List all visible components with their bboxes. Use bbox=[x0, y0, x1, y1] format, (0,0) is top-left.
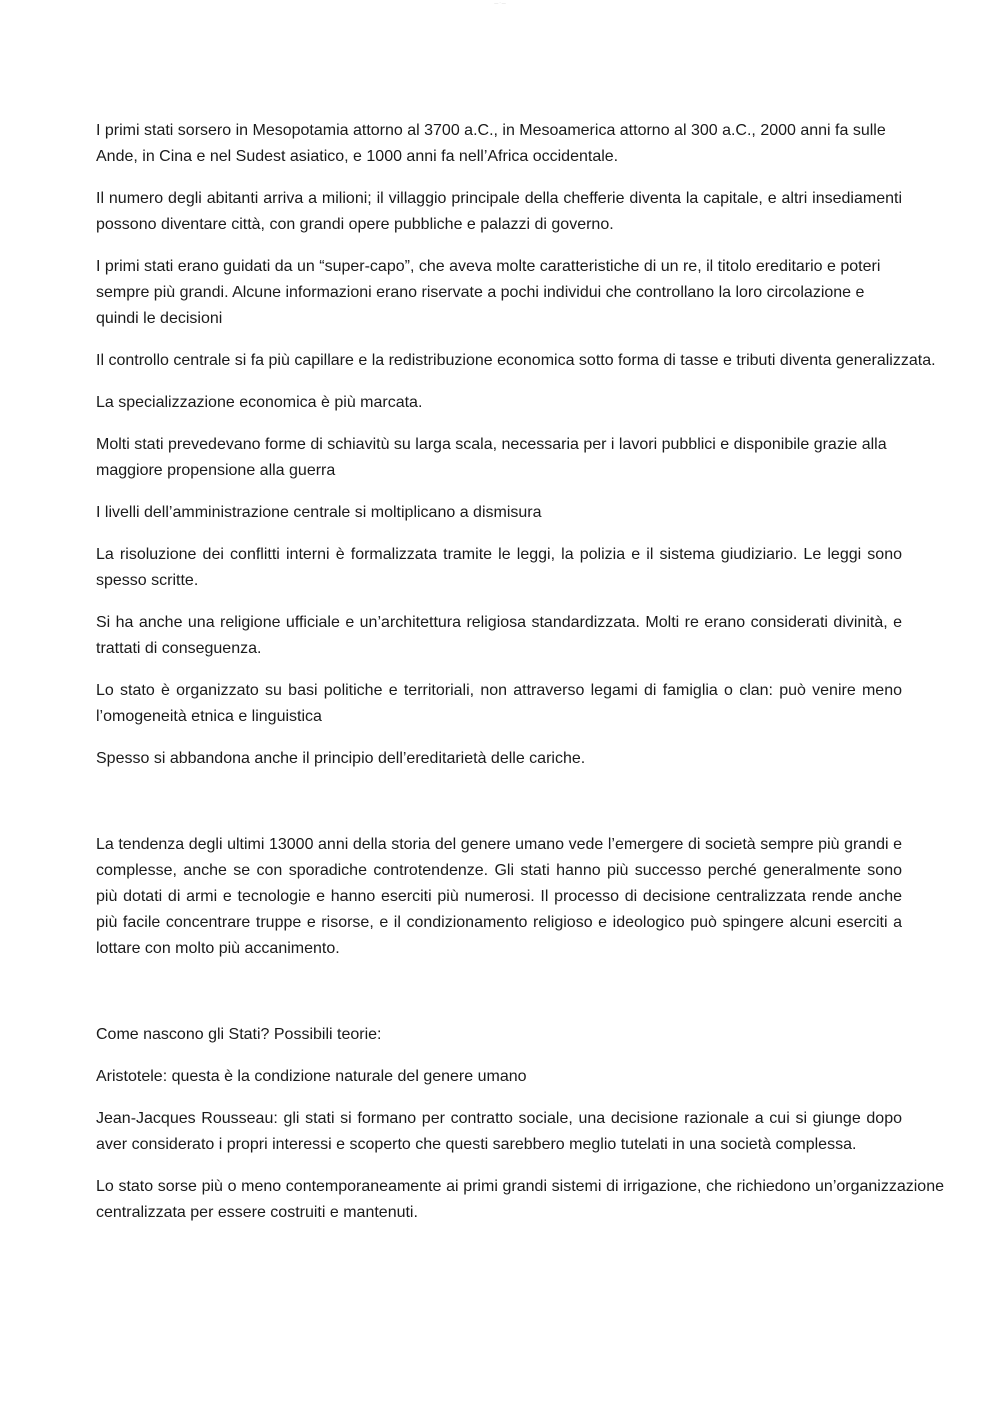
paragraph-slavery: Molti stati prevedevano forme di schiavitù su larga scala, necessaria per i lavori pubblici e disponibile grazie alla maggiore propensione alla guerra bbox=[96, 436, 887, 479]
document-body bbox=[96, 118, 944, 1242]
page-header-mark: — · — bbox=[494, 0, 506, 5]
paragraph-administration: I livelli dell’amministrazione centrale si moltiplicano a dismisura bbox=[96, 504, 542, 521]
paragraph-trend: La tendenza degli ultimi 13000 anni della storia del genere umano vede l’emergere di società sempre più grandi e complesse, anche se con sporadiche controtendenze. Gli stati hanno più successo perché generalmente sono più dotati di armi e tecnologie e hanno eserciti più numerosi. Il processo di decisione centralizzata rende anche più facile concentrare truppe e risorse, e il condizionamento religioso e ideologico può spingere alcuni eserciti a lottare con molto più accanimento. bbox=[96, 836, 902, 957]
section-gap bbox=[96, 978, 902, 1022]
paragraph-aristotle: Aristotele: questa è la condizione naturale del genere umano bbox=[96, 1068, 527, 1085]
paragraph-conflict-resolution: La risoluzione dei conflitti interni è formalizzata tramite le leggi, la polizia e il sistema giudiziario. Le leggi sono spesso scritte. bbox=[96, 546, 902, 589]
paragraph-super-chief: I primi stati erano guidati da un “super-capo”, che aveva molte caratteristiche di un re, il titolo ereditario e poteri sempre più grandi. Alcune informazioni erano riservate a pochi individui che controllano la loro circolazione e quindi le decisioni bbox=[96, 258, 881, 327]
paragraph-religion: Si ha anche una religione ufficiale e un’architettura religiosa standardizzata. Molti re erano considerati divinità, e trattati di conseguenza. bbox=[96, 614, 902, 657]
paragraph-heredity: Spesso si abbandona anche il principio dell’ereditarietà delle cariche. bbox=[96, 750, 586, 767]
paragraph-first-states: I primi stati sorsero in Mesopotamia attorno al 3700 a.C., in Mesoamerica attorno al 300 a.C., 2000 anni fa sulle Ande, in Cina e nel Sudest asiatico, e 1000 anni fa nell’Africa occidentale. bbox=[96, 122, 886, 165]
paragraph-territorial-organization: Lo stato è organizzato su basi politiche e territoriali, non attraverso legami di famiglia o clan: può venire meno l’omogeneità etnica e linguistica bbox=[96, 682, 902, 725]
paragraph-population: Il numero degli abitanti arriva a milioni; il villaggio principale della chefferie diventa la capitale, e altri insediamenti possono diventare città, con grandi opere pubbliche e palazzi di governo. bbox=[96, 190, 902, 233]
section-gap bbox=[96, 788, 902, 832]
paragraph-irrigation: Lo stato sorse più o meno contemporaneamente ai primi grandi sistemi di irrigazione, che richiedono un’organizzazione centralizzata per essere costruiti e mantenuti. bbox=[96, 1178, 944, 1221]
paragraph-rousseau: Jean-Jacques Rousseau: gli stati si formano per contratto sociale, una decisione razionale a cui si giunge dopo aver considerato i propri interessi e scoperto che questi sarebbero meglio tutelati in una società complessa. bbox=[96, 1110, 902, 1153]
paragraph-central-control: Il controllo centrale si fa più capillare e la redistribuzione economica sotto forma di tasse e tributi diventa generalizzata. bbox=[96, 352, 936, 369]
paragraph-theories-heading: Come nascono gli Stati? Possibili teorie: bbox=[96, 1026, 382, 1043]
paragraph-specialization: La specializzazione economica è più marcata. bbox=[96, 394, 423, 411]
